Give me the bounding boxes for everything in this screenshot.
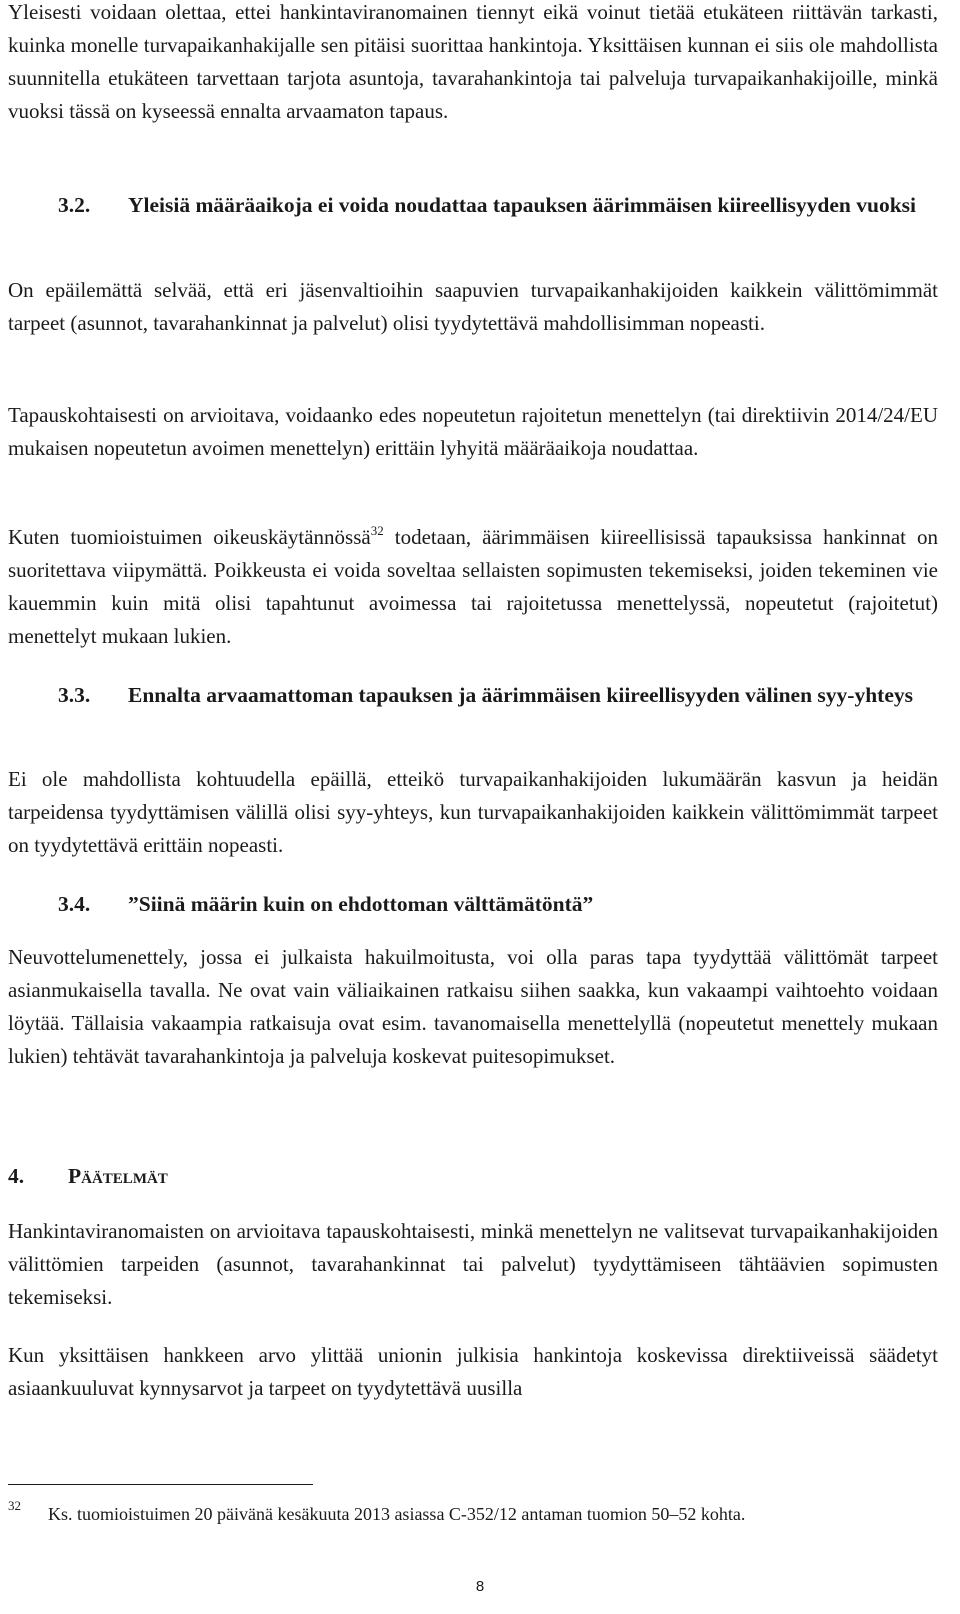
section-3-3-heading xyxy=(8,679,938,711)
section-3-2-paragraph-2: Tapauskohtaisesti on arvioitava, voidaanko edes nopeutetun rajoitetun menettelyn (tai direktiivin 2014/24/EU mukaisen nopeutetun avoimen menettelyn) erittäin lyhyitä määräaikoja noudattaa. xyxy=(8,403,938,460)
section-3-4-paragraph: Neuvottelumenettely, jossa ei julkaista hakuilmoitusta, voi olla paras tapa tyydyttää välittömät tarpeet asianmukaisella tavalla. Ne ovat vain väliaikainen ratkaisu siihen saakka, kun vakaampi vaihtoehto voidaan löytää. Tällaisia vakaampia ratkaisuja ovat esim. tavanomaisella menettelyllä (nopeutetut menettely mukaan lukien) tehtävät tavarahankintoja ja palveluja koskevat puitesopimukset. xyxy=(8,945,938,1068)
section-3-2-number: 3.2. xyxy=(58,193,91,217)
intro-paragraph: Yleisesti voidaan olettaa, ettei hankintaviranomainen tiennyt eikä voinut tietää etukäteen riittävän tarkasti, kuinka monelle turvapaikanhakijalle sen pitäisi suorittaa hankintoja. Yksittäisen kunnan ei siis ole mahdollista suunnitella etukäteen tarvettaan tarjota asuntoja, tavarahankintoja tai palveluja turvapaikanhakijoille, minkä vuoksi tässä on kyseessä ennalta arvaamaton tapaus. xyxy=(8,0,938,123)
section-3-4-heading xyxy=(8,888,938,920)
section-3-3-number: 3.3. xyxy=(58,683,91,707)
section-3-3-title: Ennalta arvaamattoman tapauksen ja äärimmäisen kiireellisyyden välinen syy-yhteys xyxy=(128,683,913,707)
paragraph-3-lead: Kuten tuomioistuimen oikeuskäytännössä xyxy=(8,525,371,549)
footnote-text: Ks. tuomioistuimen 20 päivänä kesäkuuta 2013 asiassa C-352/12 antaman tuomion 50–52 kohta. xyxy=(48,1504,746,1524)
section-3-2-heading xyxy=(8,189,938,221)
footnote-divider xyxy=(8,1484,313,1485)
section-3-2-paragraph-1: On epäilemättä selvää, että eri jäsenvaltioihin saapuvien turvapaikanhakijoiden kaikkein välittömimmät tarpeet (asunnot, tavarahankinnat ja palvelut) olisi tyydytettävä mahdollisimman nopeasti. xyxy=(8,278,938,335)
footnote-reference: 32 xyxy=(370,523,384,538)
section-4-title: Päätelmät xyxy=(68,1164,168,1188)
section-4-number: 4. xyxy=(8,1164,25,1188)
section-3-2-paragraph-3 xyxy=(8,521,938,653)
footnote-number: 32 xyxy=(8,1498,21,1513)
section-4-paragraph-1: Hankintaviranomaisten on arvioitava tapauskohtaisesti, minkä menettelyn ne valitsevat turvapaikanhakijoiden välittömien tarpeiden (asunnot, tavarahankinnat tai palvelut) tyydyttämiseen tähtäävien sopimusten tekemiseksi. xyxy=(8,1219,938,1309)
section-3-2-title: Yleisiä määräaikoja ei voida noudattaa tapauksen äärimmäisen kiireellisyyden vuoksi xyxy=(128,193,917,217)
section-3-3-paragraph: Ei ole mahdollista kohtuudella epäillä, etteikö turvapaikanhakijoiden lukumäärän kasvun ja heidän tarpeidensa tyydyttämisen välillä olisi syy-yhteys, kun turvapaikanhakijoiden kaikkein välittömimmät tarpeet on tyydytettävä erittäin nopeasti. xyxy=(8,767,938,857)
section-3-4-number: 3.4. xyxy=(58,892,91,916)
section-4-paragraph-2: Kun yksittäisen hankkeen arvo ylittää unionin julkisia hankintoja koskevissa direktiiveissä säädetyt asiaankuuluvat kynnysarvot ja tarpeet on tyydytettävä uusilla xyxy=(8,1343,938,1400)
section-4-heading xyxy=(8,1160,938,1192)
page-number: 8 xyxy=(475,1578,485,1595)
footnote xyxy=(8,1494,938,1526)
paragraph-3-rest: todetaan, äärimmäisen kiireellisissä tapauksissa hankinnat on suoritettava viipymättä. Poikkeusta ei voida soveltaa sellaisten sopimusten tekemiseksi, joiden tekeminen vie kauemmin kuin mitä olisi tapahtunut avoimessa tai rajoitetussa menettelyssä, nopeutetut (rajoitetut) menettelyt mukaan lukien. xyxy=(8,525,939,648)
section-3-4-title: ”Siinä määrin kuin on ehdottoman välttämätöntä” xyxy=(128,892,594,916)
